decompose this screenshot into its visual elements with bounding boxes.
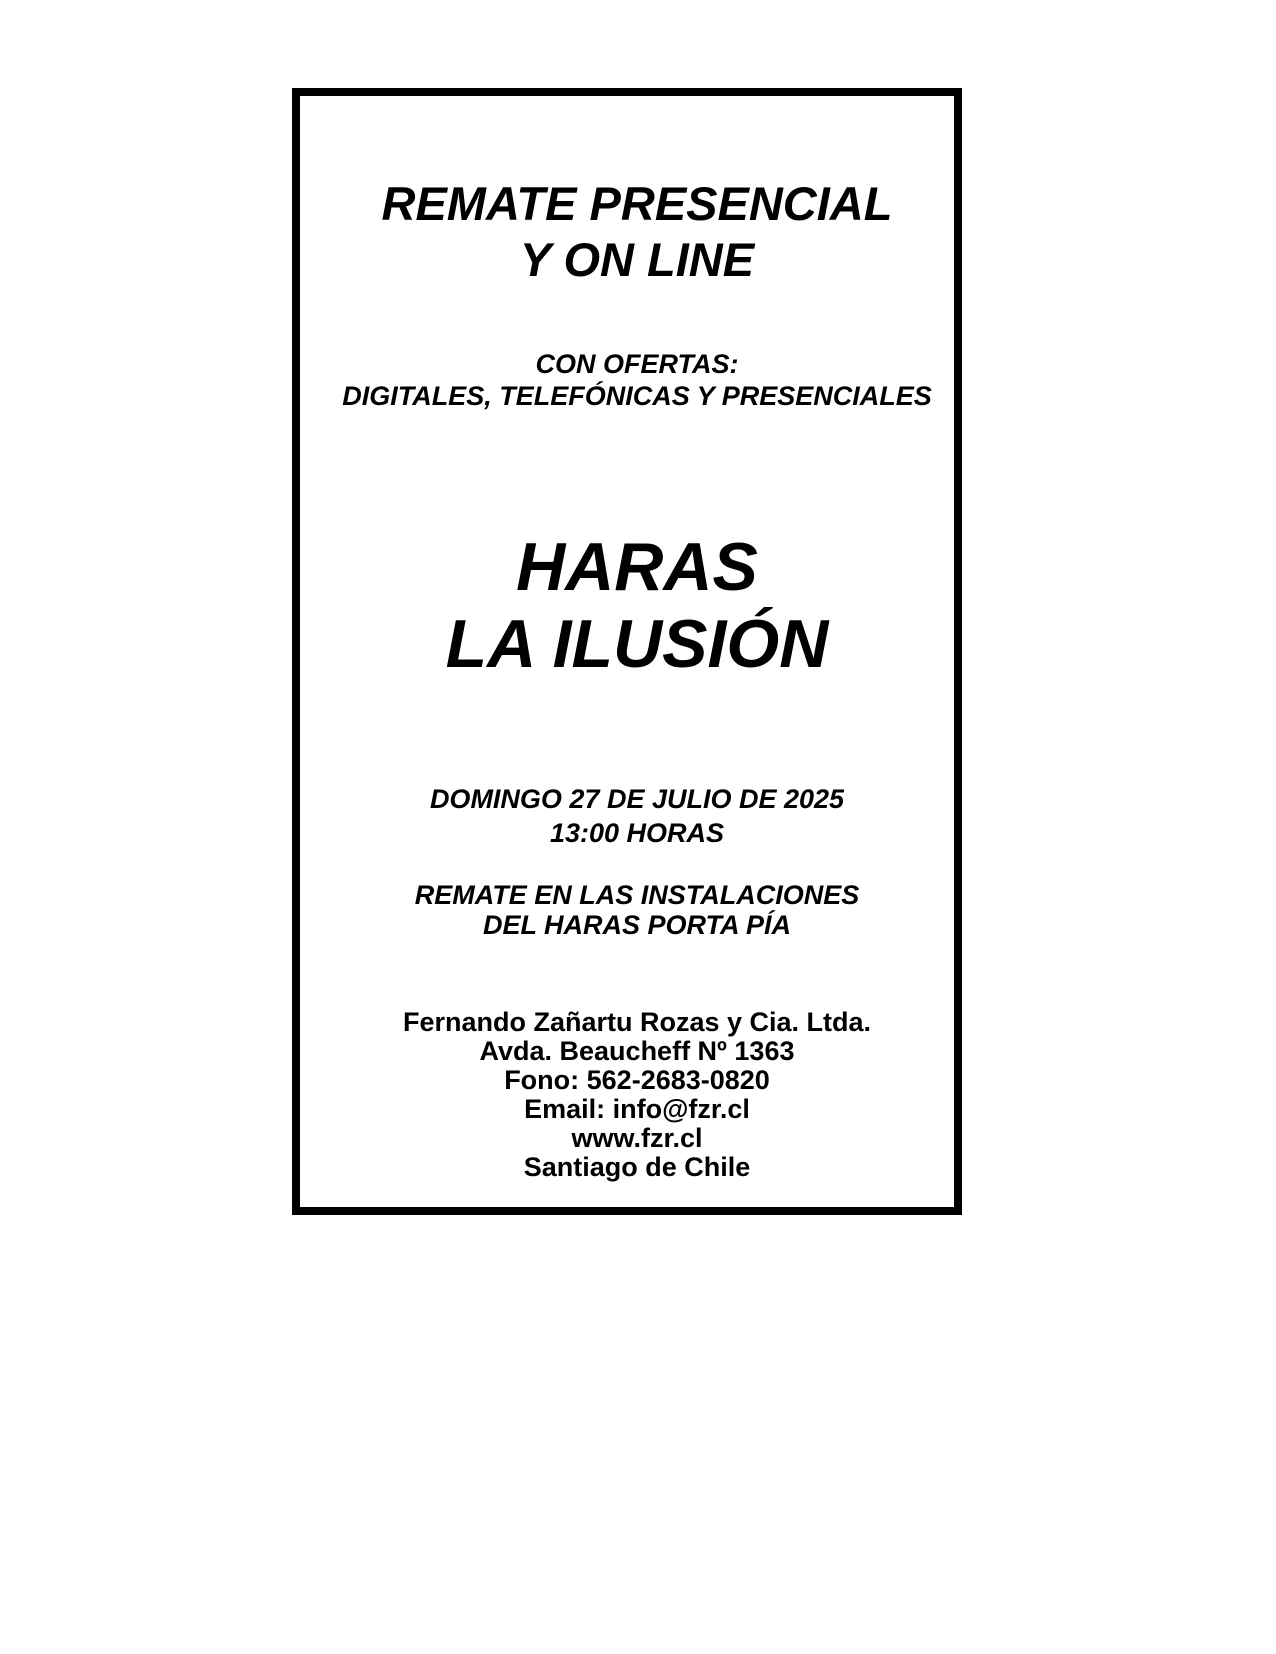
location-line-2: DEL HARAS PORTA PÍA (482, 910, 792, 940)
company-city: Santiago de Chile (523, 1152, 751, 1182)
company-website: www.fzr.cl (571, 1123, 703, 1153)
offers-line-2: DIGITALES, TELEFÓNICAS Y PRESENCIALES (342, 381, 932, 411)
haras-title-line-1: HARAS (516, 529, 758, 605)
location-line-1: REMATE EN LAS INSTALACIONES (414, 880, 860, 910)
company-phone: Fono: 562-2683-0820 (504, 1065, 770, 1095)
company-email: Email: info@fzr.cl (524, 1094, 750, 1124)
headline-line-1: REMATE PRESENCIAL (381, 177, 893, 230)
haras-title-line-2: LA ILUSIÓN (445, 606, 829, 682)
company-name: Fernando Zañartu Rozas y Cia. Ltda. (402, 1007, 872, 1037)
auction-time: 13:00 HORAS (549, 818, 725, 848)
offers-line-1: CON OFERTAS: (535, 349, 739, 379)
auction-date: DOMINGO 27 DE JULIO DE 2025 (429, 784, 845, 814)
headline-line-2: Y ON LINE (519, 233, 755, 286)
company-address: Avda. Beaucheff Nº 1363 (479, 1036, 795, 1066)
